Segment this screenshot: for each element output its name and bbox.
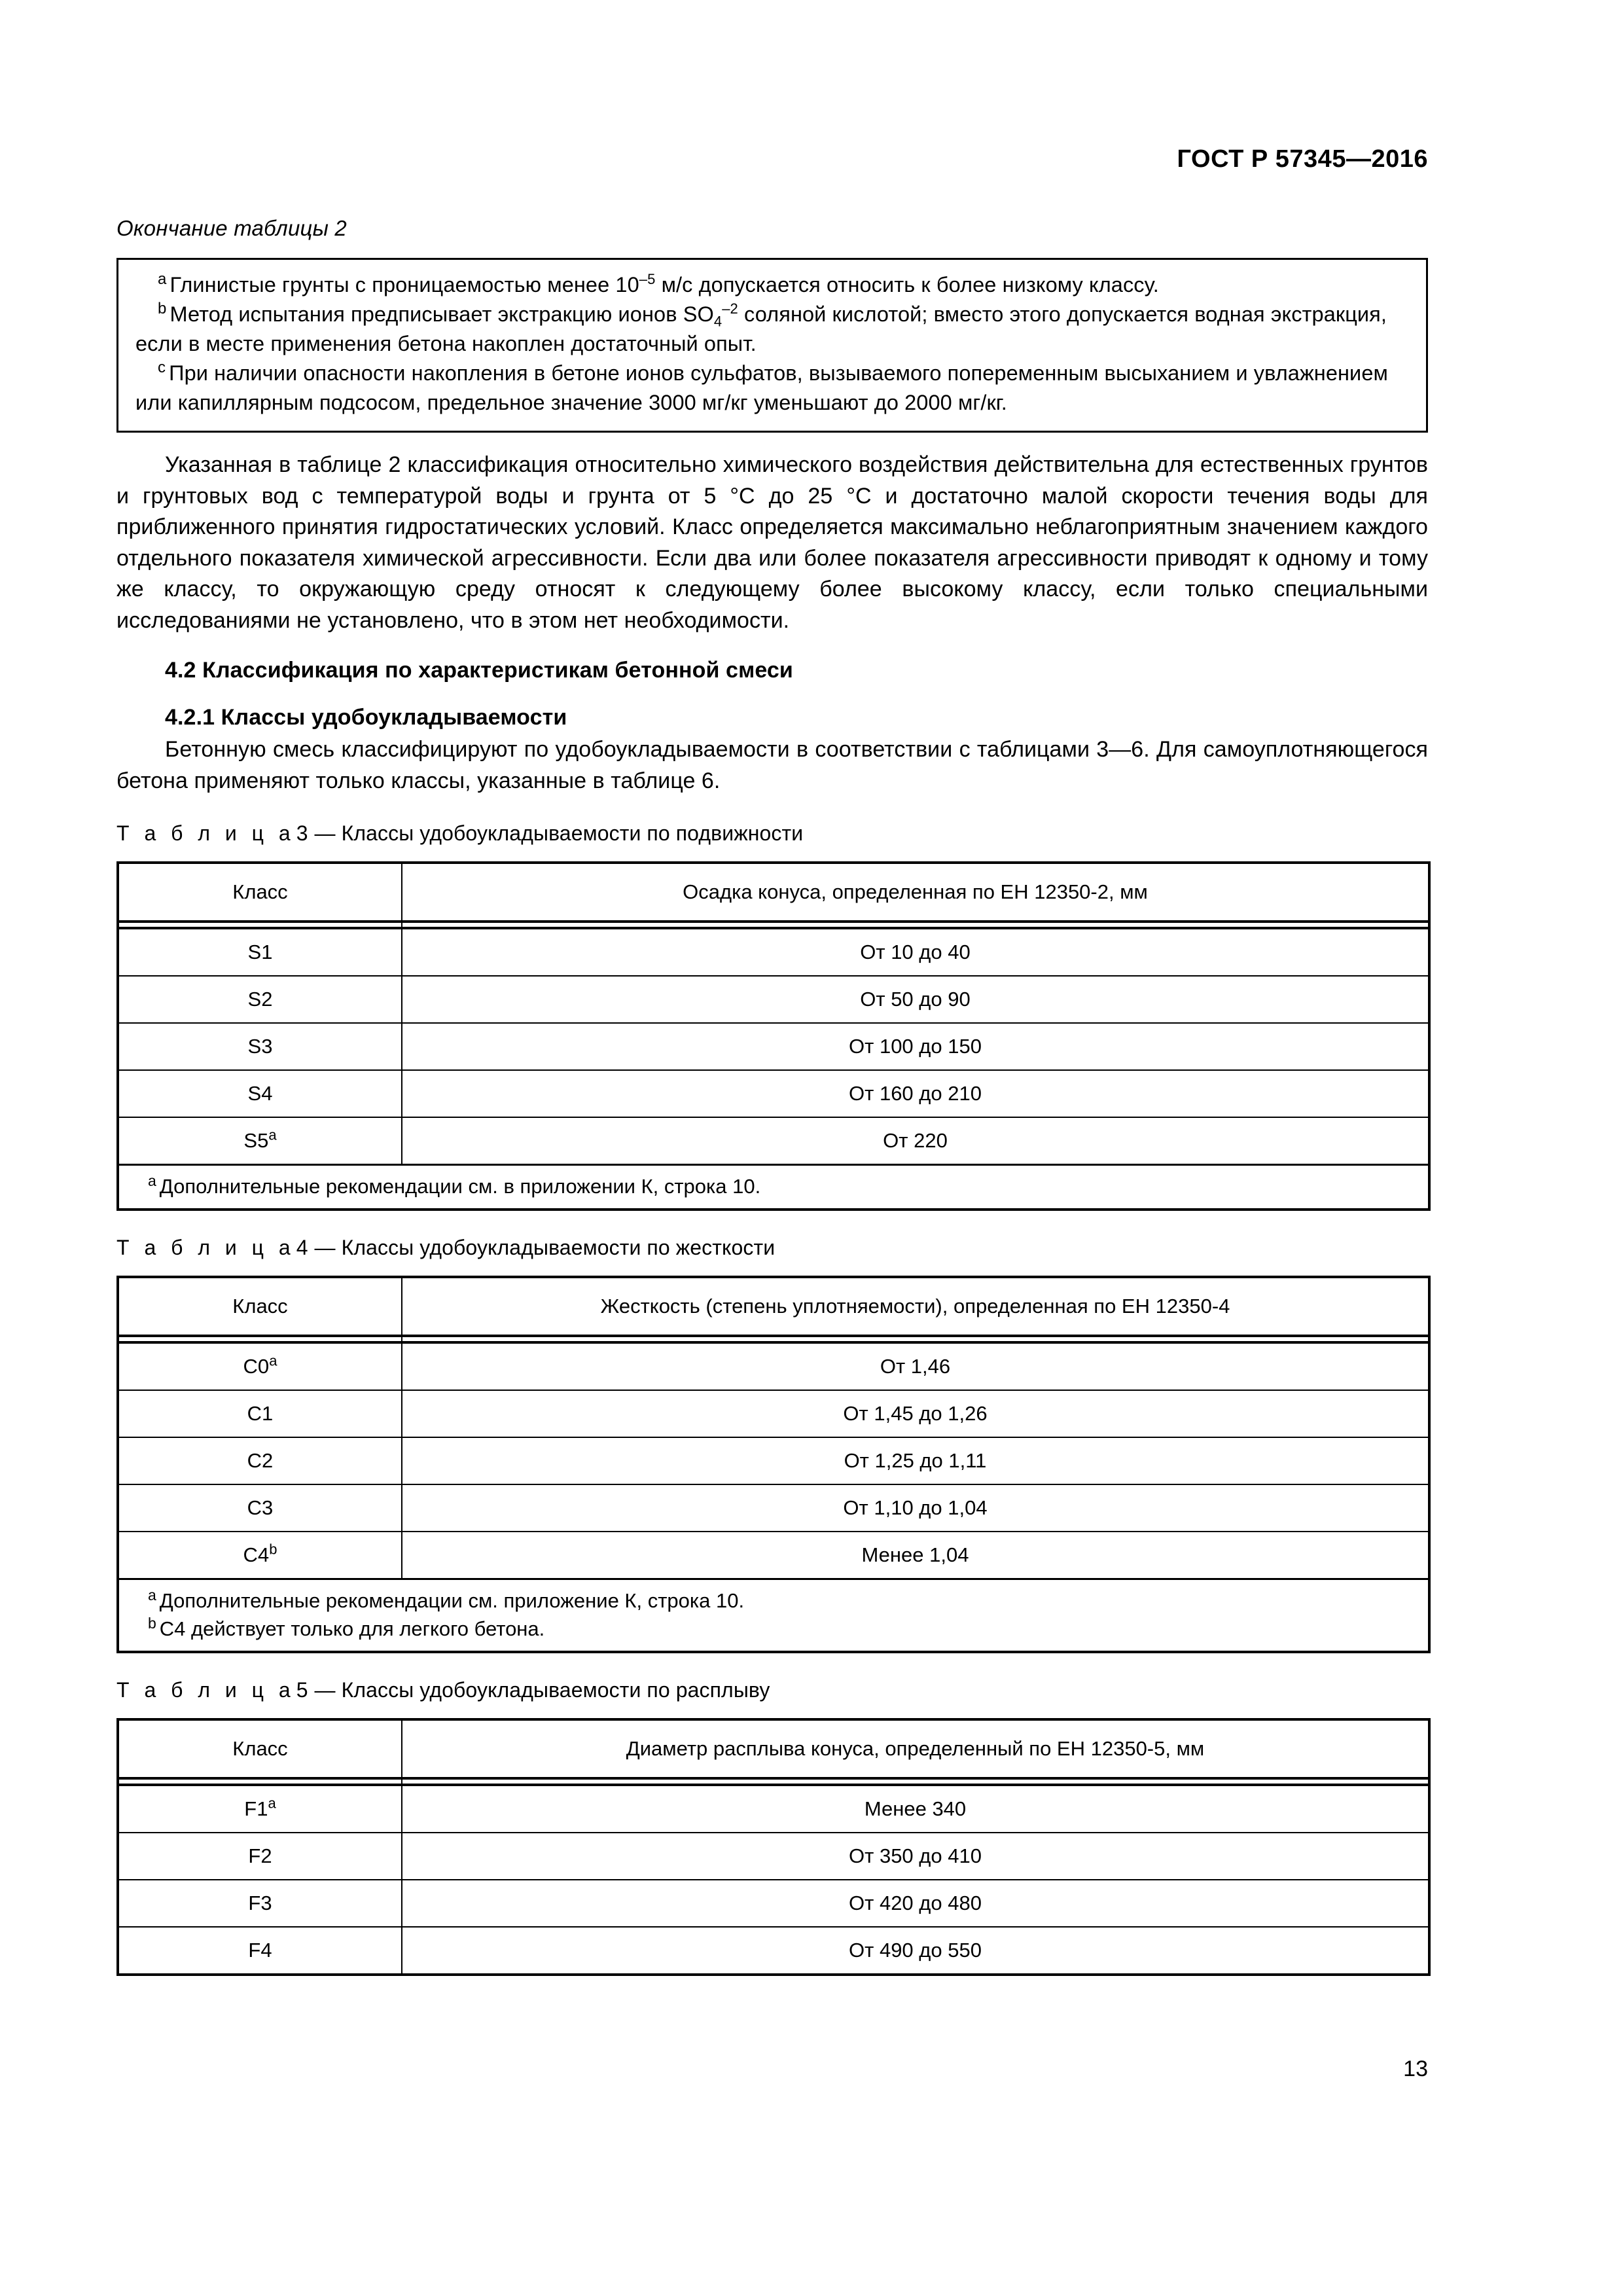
table-3-rule-left bbox=[118, 922, 402, 928]
table-4-cell-value-3: От 1,10 до 1,04 bbox=[402, 1484, 1429, 1532]
table-4-class-label-2: C2 bbox=[247, 1449, 274, 1472]
table-5-cell-value-0: Менее 340 bbox=[402, 1785, 1429, 1833]
table-3-note-text-a: Дополнительные рекомендации см. в приложении К, строка 10. bbox=[159, 1175, 761, 1198]
table-continuation-label: Окончание таблицы 2 bbox=[116, 216, 347, 240]
heading-4-2-1: 4.2.1 Классы удобоукладываемости bbox=[165, 705, 567, 730]
table-5-caption-number: 5 bbox=[296, 1678, 308, 1702]
table-4-cell-value-2: От 1,25 до 1,11 bbox=[402, 1437, 1429, 1484]
table-3-cell-class-3 bbox=[118, 1070, 402, 1117]
heading-4-2: 4.2 Классификация по характеристикам бетонной смеси bbox=[165, 658, 793, 683]
footnote-b-subscript: 4 bbox=[713, 313, 722, 330]
table-4-class-label-0: C0 bbox=[243, 1355, 270, 1378]
page-number: 13 bbox=[1403, 2056, 1428, 2081]
footnote-marker-c: c bbox=[158, 359, 166, 377]
footnote-c-text: При наличии опасности накопления в бетоне ионов сульфатов, вызываемого попеременным высыханием и увлажнением или капиллярным подсосом, предельное значение 3000 мг/кг уменьшают до 2000 мг/кг. bbox=[135, 361, 1388, 414]
table-3-note-row bbox=[118, 1165, 1429, 1210]
table-row bbox=[118, 1532, 1429, 1579]
table-4-note-text-b: C4 действует только для легкого бетона. bbox=[159, 1617, 545, 1640]
table-3-class-label-3: S4 bbox=[247, 1082, 273, 1105]
table-row bbox=[118, 1785, 1429, 1833]
table-4-class-sup-0: a bbox=[269, 1352, 277, 1369]
table-4-header-row bbox=[118, 1277, 1429, 1336]
table-5-caption-dash: — bbox=[314, 1678, 336, 1702]
footnote-a bbox=[135, 270, 1409, 300]
table-4-cell-value-0: От 1,46 bbox=[402, 1342, 1429, 1390]
table-row bbox=[118, 1880, 1429, 1927]
body-paragraph-2: Бетонную смесь классифицируют по удобоукладываемости в соответствии с таблицами 3—6. Для самоуплотняющегося бетона применяют только классы, указанные в таблице 6. bbox=[116, 737, 1428, 793]
table-5-cell-value-3: От 490 до 550 bbox=[402, 1927, 1429, 1975]
footnote-a-superscript: –5 bbox=[639, 271, 656, 288]
footnote-marker-b: b bbox=[158, 300, 167, 318]
table-5-cell-value-2: От 420 до 480 bbox=[402, 1880, 1429, 1927]
table-4-col-header-class: Класс bbox=[118, 1277, 402, 1336]
table-3-cell-value-0: От 10 до 40 bbox=[402, 928, 1429, 976]
table-row bbox=[118, 1390, 1429, 1437]
table-4-class-label-1: C1 bbox=[247, 1402, 274, 1425]
table-4-note-row bbox=[118, 1579, 1429, 1653]
table-5-rule-left bbox=[118, 1778, 402, 1785]
table-3-class-label-0: S1 bbox=[247, 941, 273, 963]
table-5-col-header-value: Диаметр расплыва конуса, определенный по ЕН 12350-5, мм bbox=[402, 1719, 1429, 1778]
table-4-rule-left bbox=[118, 1336, 402, 1342]
table-3-cell-class-2 bbox=[118, 1023, 402, 1070]
table-5-col-header-class: Класс bbox=[118, 1719, 402, 1778]
table-row bbox=[118, 1117, 1429, 1165]
table-4-notes bbox=[118, 1579, 1429, 1653]
table-row bbox=[118, 1927, 1429, 1975]
table-4-note-b bbox=[148, 1615, 1428, 1643]
table-3-cell-class-4 bbox=[118, 1117, 402, 1165]
table-4-cell-value-4: Менее 1,04 bbox=[402, 1532, 1429, 1579]
table-row bbox=[118, 1484, 1429, 1532]
table-3-class-label-1: S2 bbox=[247, 988, 273, 1011]
table-5-class-label-1: F2 bbox=[248, 1844, 272, 1867]
table-5-class-sup-0: a bbox=[268, 1795, 276, 1812]
footnote-b-superscript: –2 bbox=[722, 300, 738, 317]
footnote-marker-a: a bbox=[158, 270, 167, 289]
footnote-b-text-before: Метод испытания предписывает экстракцию ионов SO bbox=[169, 302, 714, 326]
table-3-note-marker-a: a bbox=[148, 1172, 156, 1189]
table-4-caption-label: Т а б л и ц а bbox=[116, 1236, 295, 1259]
table-4-cell-class-0 bbox=[118, 1342, 402, 1390]
table-4 bbox=[116, 1276, 1431, 1653]
table-5 bbox=[116, 1718, 1431, 1976]
table-3-cell-value-1: От 50 до 90 bbox=[402, 976, 1429, 1023]
table-3-caption-title: Классы удобоукладываемости по подвижности bbox=[341, 821, 804, 845]
table-3-cell-value-3: От 160 до 210 bbox=[402, 1070, 1429, 1117]
table-4-header-rule bbox=[118, 1336, 1429, 1342]
table-3-cell-value-2: От 100 до 150 bbox=[402, 1023, 1429, 1070]
document-header-standard-id: ГОСТ Р 57345—2016 bbox=[1177, 145, 1428, 173]
table-4-cell-class-1 bbox=[118, 1390, 402, 1437]
table-3-class-sup-4: a bbox=[268, 1126, 277, 1143]
table2-footnote-box bbox=[116, 258, 1428, 433]
footnote-b-text-after: соляной кислотой; вместо этого допускается водная экстракция, если в месте применения бетона накоплен достаточный опыт. bbox=[135, 302, 1387, 355]
table-row bbox=[118, 1342, 1429, 1390]
table-3-class-label-4: S5 bbox=[243, 1129, 269, 1152]
table-row bbox=[118, 1070, 1429, 1117]
table-row bbox=[118, 1833, 1429, 1880]
table-4-cell-class-3 bbox=[118, 1484, 402, 1532]
table-3-col-header-class: Класс bbox=[118, 863, 402, 922]
table-4-col-header-value: Жесткость (степень уплотняемости), определенная по ЕН 12350-4 bbox=[402, 1277, 1429, 1336]
table-3-caption-label: Т а б л и ц а bbox=[116, 821, 295, 845]
body-paragraph-1: Указанная в таблице 2 классификация относительно химического воздействия действительна для естественных грунтов и грунтовых вод с температурой воды и грунта от 5 °C до 25 °C и достаточно малой скорости течения воды для приближенного принятия гидростатических условий. Класс определяется максимально неблагоприятным значением каждого отдельного показателя химической агрессивности. Если два или более показателя агрессивности приводят к одному и тому же классу, то окружающую среду относят к следующему более высокому классу, если только специальными исследованиями не установлено, что в этом нет необходимости. bbox=[116, 452, 1428, 633]
table-5-header-rule bbox=[118, 1778, 1429, 1785]
table-4-class-label-3: C3 bbox=[247, 1496, 274, 1519]
page-content bbox=[116, 216, 1428, 1976]
table-4-note-a bbox=[148, 1587, 1428, 1615]
table-5-header-row bbox=[118, 1719, 1429, 1778]
table-3-cell-value-4: От 220 bbox=[402, 1117, 1429, 1165]
table-4-class-sup-4: b bbox=[269, 1541, 277, 1558]
table-4-caption-number: 4 bbox=[296, 1236, 308, 1259]
table-4-note-marker-b: b bbox=[148, 1614, 156, 1632]
table-3-caption-dash: — bbox=[314, 821, 336, 845]
table-4-note-marker-a: a bbox=[148, 1586, 156, 1604]
table-row bbox=[118, 976, 1429, 1023]
table-5-class-label-3: F4 bbox=[248, 1939, 272, 1962]
table-4-caption-dash: — bbox=[314, 1236, 336, 1259]
table-5-rule-right bbox=[402, 1778, 1429, 1785]
table-5-caption bbox=[116, 1678, 1428, 1702]
table-4-rule-right bbox=[402, 1336, 1429, 1342]
table-5-caption-title: Классы удобоукладываемости по расплыву bbox=[341, 1678, 770, 1702]
table-5-class-label-0: F1 bbox=[244, 1797, 268, 1820]
footnote-a-text-before: Глинистые грунты с проницаемостью менее 10 bbox=[169, 273, 639, 296]
table-3-class-label-2: S3 bbox=[247, 1035, 273, 1058]
table-4-caption-title: Классы удобоукладываемости по жесткости bbox=[341, 1236, 776, 1259]
table-3-cell-class-0 bbox=[118, 928, 402, 976]
table-3-col-header-value: Осадка конуса, определенная по ЕН 12350-2, мм bbox=[402, 863, 1429, 922]
table-5-cell-class-2 bbox=[118, 1880, 402, 1927]
table-3 bbox=[116, 861, 1431, 1211]
footnote-c bbox=[135, 359, 1409, 418]
table-5-cell-class-3 bbox=[118, 1927, 402, 1975]
table-4-cell-class-2 bbox=[118, 1437, 402, 1484]
table-3-header-rule bbox=[118, 922, 1429, 928]
table-5-cell-class-1 bbox=[118, 1833, 402, 1880]
table-4-note-text-a: Дополнительные рекомендации см. приложение К, строка 10. bbox=[159, 1589, 745, 1612]
table-5-cell-class-0 bbox=[118, 1785, 402, 1833]
table-row bbox=[118, 1437, 1429, 1484]
table-5-caption-label: Т а б л и ц а bbox=[116, 1678, 295, 1702]
table-4-class-label-4: C4 bbox=[243, 1543, 270, 1566]
table-4-cell-class-4 bbox=[118, 1532, 402, 1579]
table-row bbox=[118, 928, 1429, 976]
table-5-cell-value-1: От 350 до 410 bbox=[402, 1833, 1429, 1880]
table-3-rule-right bbox=[402, 922, 1429, 928]
table-3-caption-number: 3 bbox=[296, 821, 308, 845]
table-3-caption bbox=[116, 821, 1428, 846]
footnote-b bbox=[135, 300, 1409, 359]
table-5-class-label-2: F3 bbox=[248, 1892, 272, 1914]
table-row bbox=[118, 1023, 1429, 1070]
table-4-caption bbox=[116, 1236, 1428, 1260]
table-3-note-a bbox=[118, 1165, 1429, 1210]
table-3-cell-class-1 bbox=[118, 976, 402, 1023]
footnote-a-text-after: м/с допускается относить к более низкому классу. bbox=[655, 273, 1159, 296]
table-3-header-row bbox=[118, 863, 1429, 922]
table-4-cell-value-1: От 1,45 до 1,26 bbox=[402, 1390, 1429, 1437]
